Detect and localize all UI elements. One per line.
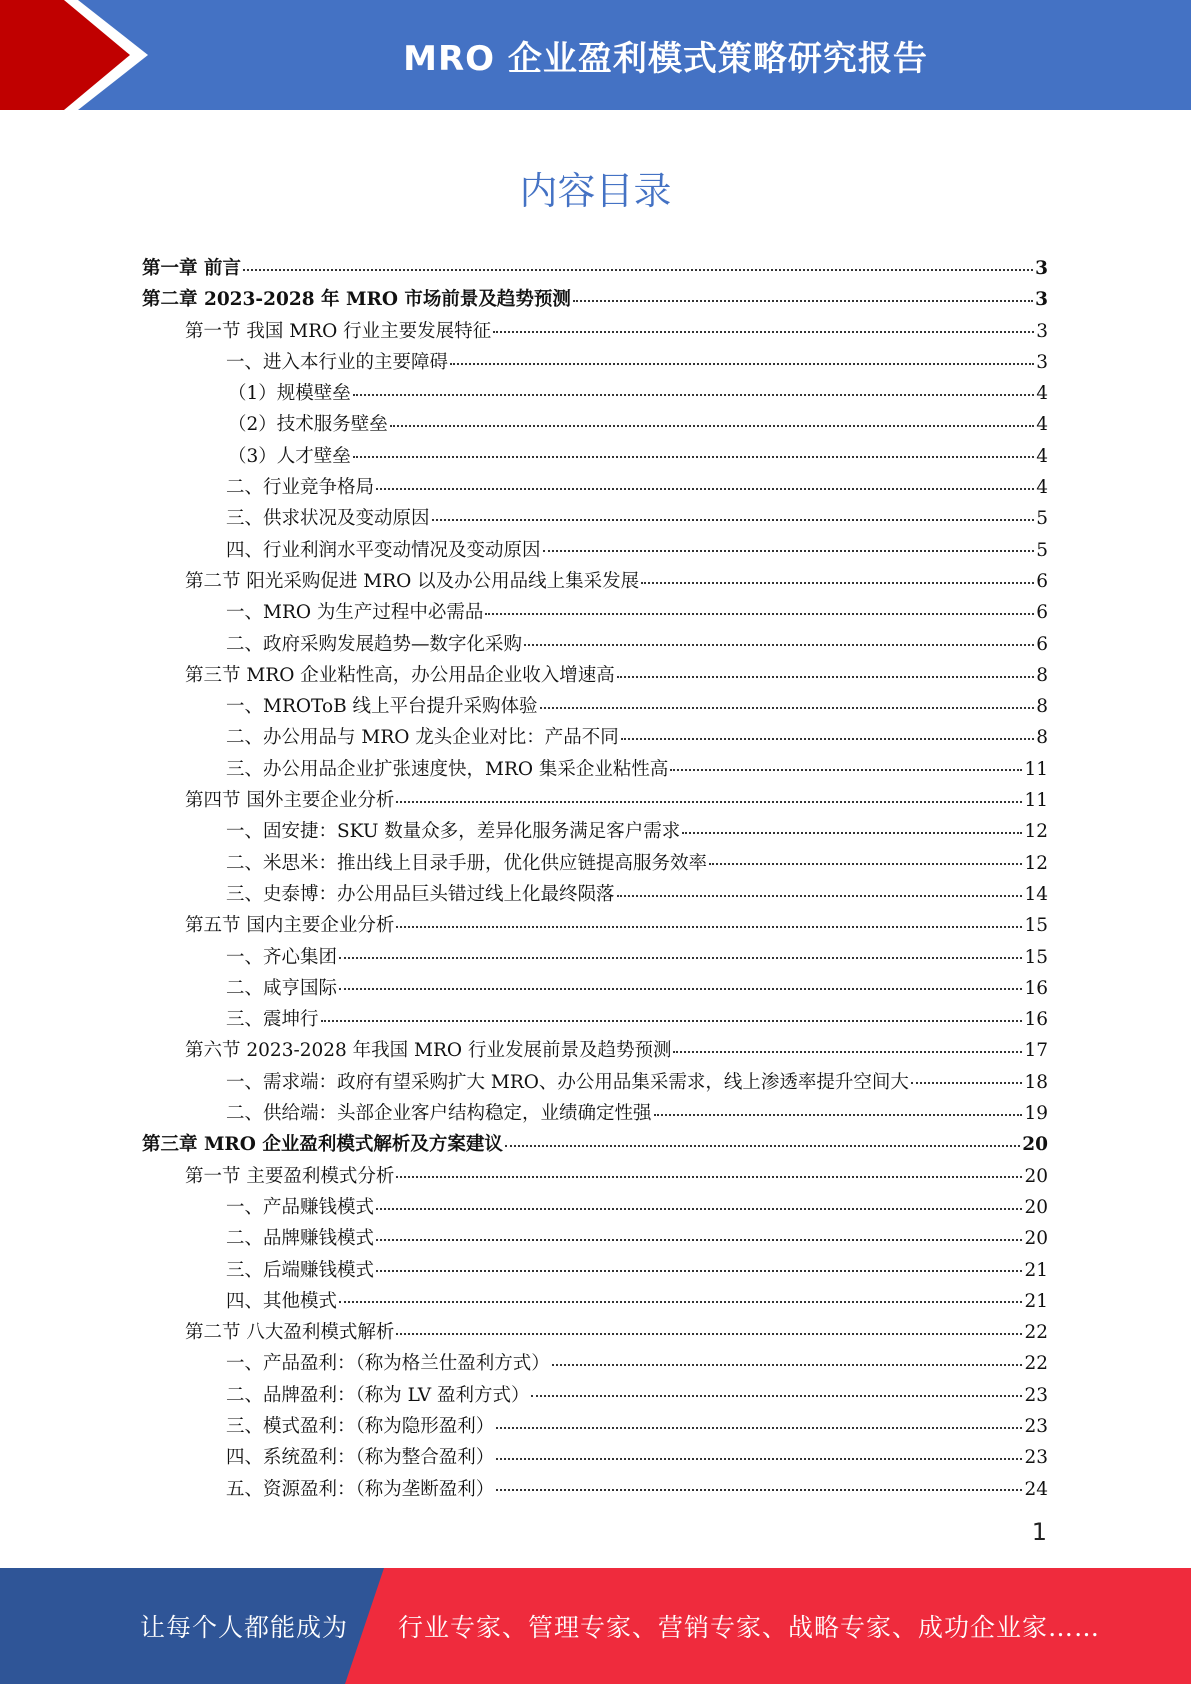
toc-entry[interactable] xyxy=(142,284,1048,315)
toc-entry-text: 三、供求状况及变动原因 xyxy=(226,508,430,530)
toc-entry[interactable] xyxy=(142,1411,1048,1442)
toc-entry-text: 三、模式盈利：（称为隐形盈利） xyxy=(226,1415,495,1437)
toc-entry-page: 3 xyxy=(1036,351,1048,373)
toc-entry-page: 11 xyxy=(1024,758,1048,780)
toc-entry-page: 4 xyxy=(1036,477,1048,499)
toc-entry-text: 三、办公用品企业扩张速度快，MRO 集采企业粘性高 xyxy=(226,758,669,780)
toc-entry-page: 23 xyxy=(1024,1384,1048,1406)
toc-entry-page: 21 xyxy=(1024,1290,1048,1312)
toc-entry[interactable] xyxy=(142,910,1048,941)
toc-entry-page: 19 xyxy=(1024,1103,1048,1125)
toc-entry-text: 第六节 2023-2028 年我国 MRO 行业发展前景及趋势预测 xyxy=(185,1040,672,1062)
toc-entry[interactable] xyxy=(142,722,1048,753)
toc-dot-leader xyxy=(450,363,1034,365)
toc-entry[interactable] xyxy=(142,316,1048,347)
toc-entry-text: （1）规模壁垒 xyxy=(228,383,351,405)
toc-entry-text: 三、后端赚钱模式 xyxy=(226,1259,375,1281)
toc-entry[interactable] xyxy=(142,785,1048,816)
toc-title: 内容目录 xyxy=(519,169,672,213)
toc-dot-leader xyxy=(641,582,1034,584)
toc-dot-leader xyxy=(524,644,1034,646)
toc-dot-leader xyxy=(339,957,1022,959)
toc-dot-leader xyxy=(396,1176,1022,1178)
toc-entry-page: 22 xyxy=(1024,1353,1048,1375)
toc-entry-text: 三、震坤行 xyxy=(226,1009,319,1031)
toc-entry-text: 一、MROToB 线上平台提升采购体验 xyxy=(226,696,538,718)
toc-entry-text: （3）人才壁垒 xyxy=(228,445,351,467)
toc-dot-leader xyxy=(376,1208,1022,1210)
toc-entry-page: 4 xyxy=(1036,383,1048,405)
toc-dot-leader xyxy=(505,1145,1020,1147)
toc-entry-text: 一、产品盈利：（称为格兰仕盈利方式） xyxy=(226,1353,550,1375)
toc-entry[interactable] xyxy=(142,1035,1048,1066)
toc-entry-page: 22 xyxy=(1024,1322,1048,1344)
toc-entry-page: 23 xyxy=(1024,1415,1048,1437)
toc-dot-leader xyxy=(573,300,1033,302)
toc-entry-text: 四、行业利润水平变动情况及变动原因 xyxy=(226,539,541,561)
toc-entry[interactable] xyxy=(142,1286,1048,1317)
toc-dot-leader xyxy=(339,1301,1022,1303)
toc-entry-text: 第一节 主要盈利模式分析 xyxy=(185,1165,395,1187)
toc-entry-page: 17 xyxy=(1024,1040,1048,1062)
toc-entry-text: 五、资源盈利：（称为垄断盈利） xyxy=(226,1478,495,1500)
toc-entry-page: 8 xyxy=(1036,727,1048,749)
toc-entry-page: 16 xyxy=(1024,1009,1048,1031)
toc-dot-leader xyxy=(682,832,1022,834)
toc-entry-page: 20 xyxy=(1024,1196,1048,1218)
toc-dot-leader xyxy=(339,988,1022,990)
toc-dot-leader xyxy=(493,331,1034,333)
toc-entry-page: 18 xyxy=(1024,1071,1048,1093)
toc-entry[interactable] xyxy=(142,472,1048,503)
toc-entry-text: 第二章 2023-2028 年 MRO 市场前景及趋势预测 xyxy=(142,289,571,311)
toc-dot-leader xyxy=(396,926,1022,928)
toc-entry[interactable] xyxy=(142,253,1048,284)
toc-entry-text: 一、进入本行业的主要障碍 xyxy=(226,351,449,373)
toc-entry[interactable] xyxy=(142,942,1048,973)
toc-dot-leader xyxy=(617,895,1023,897)
footer-banner xyxy=(0,1568,1191,1684)
toc-entry[interactable] xyxy=(142,1098,1048,1129)
toc-dot-leader xyxy=(540,707,1035,709)
toc-entry[interactable] xyxy=(142,754,1048,785)
toc-entry[interactable] xyxy=(142,347,1048,378)
toc-dot-leader xyxy=(543,550,1035,552)
toc-entry-page: 6 xyxy=(1036,570,1048,592)
toc-entry[interactable] xyxy=(142,441,1048,472)
toc-entry-page: 5 xyxy=(1036,508,1048,530)
toc-dot-leader xyxy=(552,1364,1023,1366)
toc-entry-page: 20 xyxy=(1022,1134,1048,1156)
toc-entry-page: 12 xyxy=(1024,821,1048,843)
toc-entry-page: 12 xyxy=(1024,852,1048,874)
toc-entry[interactable] xyxy=(142,1161,1048,1192)
toc-entry-page: 3 xyxy=(1035,289,1048,311)
toc-entry-text: 第三章 MRO 企业盈利模式解析及方案建议 xyxy=(142,1134,503,1156)
toc-dot-leader xyxy=(673,1051,1022,1053)
toc-dot-leader xyxy=(376,1239,1022,1241)
toc-dot-leader xyxy=(243,269,1033,271)
toc-entry-page: 15 xyxy=(1024,946,1048,968)
toc-entry-page: 3 xyxy=(1036,320,1048,342)
toc-entry-page: 21 xyxy=(1024,1259,1048,1281)
toc-entry-text: 一、产品赚钱模式 xyxy=(226,1196,375,1218)
toc-entry-page: 16 xyxy=(1024,977,1048,999)
toc-entry-page: 3 xyxy=(1035,258,1048,279)
toc-entry[interactable] xyxy=(142,816,1048,847)
toc-entry[interactable] xyxy=(142,535,1048,566)
toc-dot-leader xyxy=(496,1489,1022,1491)
toc-dot-leader xyxy=(654,1114,1023,1116)
toc-entry-text: 二、行业竞争格局 xyxy=(226,477,375,499)
toc-entry-page: 5 xyxy=(1036,539,1048,561)
toc-dot-leader xyxy=(496,1458,1022,1460)
toc-dot-leader xyxy=(396,1333,1022,1335)
toc-entry-page: 6 xyxy=(1036,633,1048,655)
toc-entry-page: 23 xyxy=(1024,1447,1048,1469)
footer-slogan-right: 行业专家、管理专家、营销专家、战略专家、成功企业家…… xyxy=(398,1613,1101,1642)
toc-entry-page: 6 xyxy=(1036,602,1048,624)
toc-entry-text: 二、供给端：头部企业客户结构稳定，业绩确定性强 xyxy=(226,1103,652,1125)
toc-entry-page: 4 xyxy=(1036,414,1048,436)
toc-entry[interactable] xyxy=(142,973,1048,1004)
toc-entry-text: 第二节 八大盈利模式解析 xyxy=(185,1322,395,1344)
toc-entry[interactable] xyxy=(142,1380,1048,1411)
toc-entry-text: 二、品牌赚钱模式 xyxy=(226,1228,375,1250)
toc-entry-text: 三、史泰博：办公用品巨头错过线上化最终陨落 xyxy=(226,883,615,905)
toc-dot-leader xyxy=(376,488,1034,490)
toc-dot-leader xyxy=(496,1427,1022,1429)
toc-entry[interactable] xyxy=(142,660,1048,691)
toc-entry-text: 第四节 国外主要企业分析 xyxy=(185,790,395,812)
toc-entry[interactable] xyxy=(142,1442,1048,1473)
toc-entry-page: 4 xyxy=(1036,445,1048,467)
toc-entry-text: 一、固安捷：SKU 数量众多，差异化服务满足客户需求 xyxy=(226,821,681,843)
toc-entry-text: 第三节 MRO 企业粘性高，办公用品企业收入增速高 xyxy=(185,664,615,686)
page-number: 1 xyxy=(1031,1518,1047,1546)
toc-entry-text: 二、办公用品与 MRO 龙头企业对比：产品不同 xyxy=(226,727,619,749)
toc-dot-leader xyxy=(911,1082,1023,1084)
toc-entry[interactable] xyxy=(142,879,1048,910)
toc-dot-leader xyxy=(709,863,1022,865)
toc-entry-page: 8 xyxy=(1036,664,1048,686)
toc-entry[interactable] xyxy=(142,1317,1048,1348)
toc-entry[interactable] xyxy=(142,566,1048,597)
toc-entry[interactable] xyxy=(142,1192,1048,1223)
toc-entry-text: 一、齐心集团 xyxy=(226,946,338,968)
footer-slogan-left: 让每个人都能成为 xyxy=(140,1613,349,1642)
toc-entry-text: 四、系统盈利：（称为整合盈利） xyxy=(226,1447,495,1469)
table-of-contents xyxy=(142,253,1048,1505)
toc-dot-leader xyxy=(390,425,1034,427)
header-banner xyxy=(0,0,1191,110)
toc-dot-leader xyxy=(396,801,1022,803)
toc-entry-page: 11 xyxy=(1024,790,1048,812)
toc-entry[interactable] xyxy=(142,378,1048,409)
toc-entry-text: 二、米思米：推出线上目录手册，优化供应链提高服务效率 xyxy=(226,852,708,874)
toc-entry[interactable] xyxy=(142,1129,1048,1160)
toc-entry[interactable] xyxy=(142,691,1048,722)
toc-entry[interactable] xyxy=(142,597,1048,628)
toc-entry[interactable] xyxy=(142,1223,1048,1254)
toc-entry[interactable] xyxy=(142,848,1048,879)
toc-dot-leader xyxy=(485,613,1034,615)
toc-entry-page: 14 xyxy=(1024,883,1048,905)
toc-entry-page: 20 xyxy=(1024,1165,1048,1187)
toc-dot-leader xyxy=(670,769,1022,771)
toc-entry-text: 第五节 国内主要企业分析 xyxy=(185,915,395,937)
toc-dot-leader xyxy=(531,1395,1022,1397)
toc-entry-text: 二、品牌盈利：（称为 LV 盈利方式） xyxy=(226,1384,530,1406)
toc-entry-page: 20 xyxy=(1024,1228,1048,1250)
toc-entry-text: 第一章 前言 xyxy=(142,258,241,279)
toc-dot-leader xyxy=(353,394,1034,396)
toc-entry[interactable] xyxy=(142,1004,1048,1035)
toc-entry[interactable] xyxy=(142,1255,1048,1286)
toc-entry-text: 四、其他模式 xyxy=(226,1290,338,1312)
toc-dot-leader xyxy=(353,456,1034,458)
toc-entry-text: 一、MRO 为生产过程中必需品 xyxy=(226,602,484,624)
toc-entry-page: 15 xyxy=(1024,915,1048,937)
toc-entry-text: 第一节 我国 MRO 行业主要发展特征 xyxy=(185,320,492,342)
toc-dot-leader xyxy=(617,676,1034,678)
toc-entry[interactable] xyxy=(142,1348,1048,1379)
toc-entry-page: 8 xyxy=(1036,696,1048,718)
toc-dot-leader xyxy=(621,738,1034,740)
toc-entry[interactable] xyxy=(142,409,1048,440)
toc-entry-text: 二、政府采购发展趋势—数字化采购 xyxy=(226,633,523,655)
toc-dot-leader xyxy=(321,1020,1023,1022)
toc-entry[interactable] xyxy=(142,1067,1048,1098)
toc-entry[interactable] xyxy=(142,1474,1048,1505)
toc-entry[interactable] xyxy=(142,503,1048,534)
toc-entry-text: （2）技术服务壁垒 xyxy=(228,414,388,436)
toc-dot-leader xyxy=(432,519,1035,521)
toc-entry-text: 第二节 阳光采购促进 MRO 以及办公用品线上集采发展 xyxy=(185,570,640,592)
toc-entry-text: 二、咸亨国际 xyxy=(226,977,338,999)
toc-dot-leader xyxy=(376,1270,1022,1272)
toc-entry-page: 24 xyxy=(1024,1478,1048,1500)
report-title: MRO 企业盈利模式策略研究报告 xyxy=(403,38,928,79)
toc-entry[interactable] xyxy=(142,629,1048,660)
toc-entry-text: 一、需求端：政府有望采购扩大 MRO、办公用品集采需求，线上渗透率提升空间大 xyxy=(226,1071,909,1093)
